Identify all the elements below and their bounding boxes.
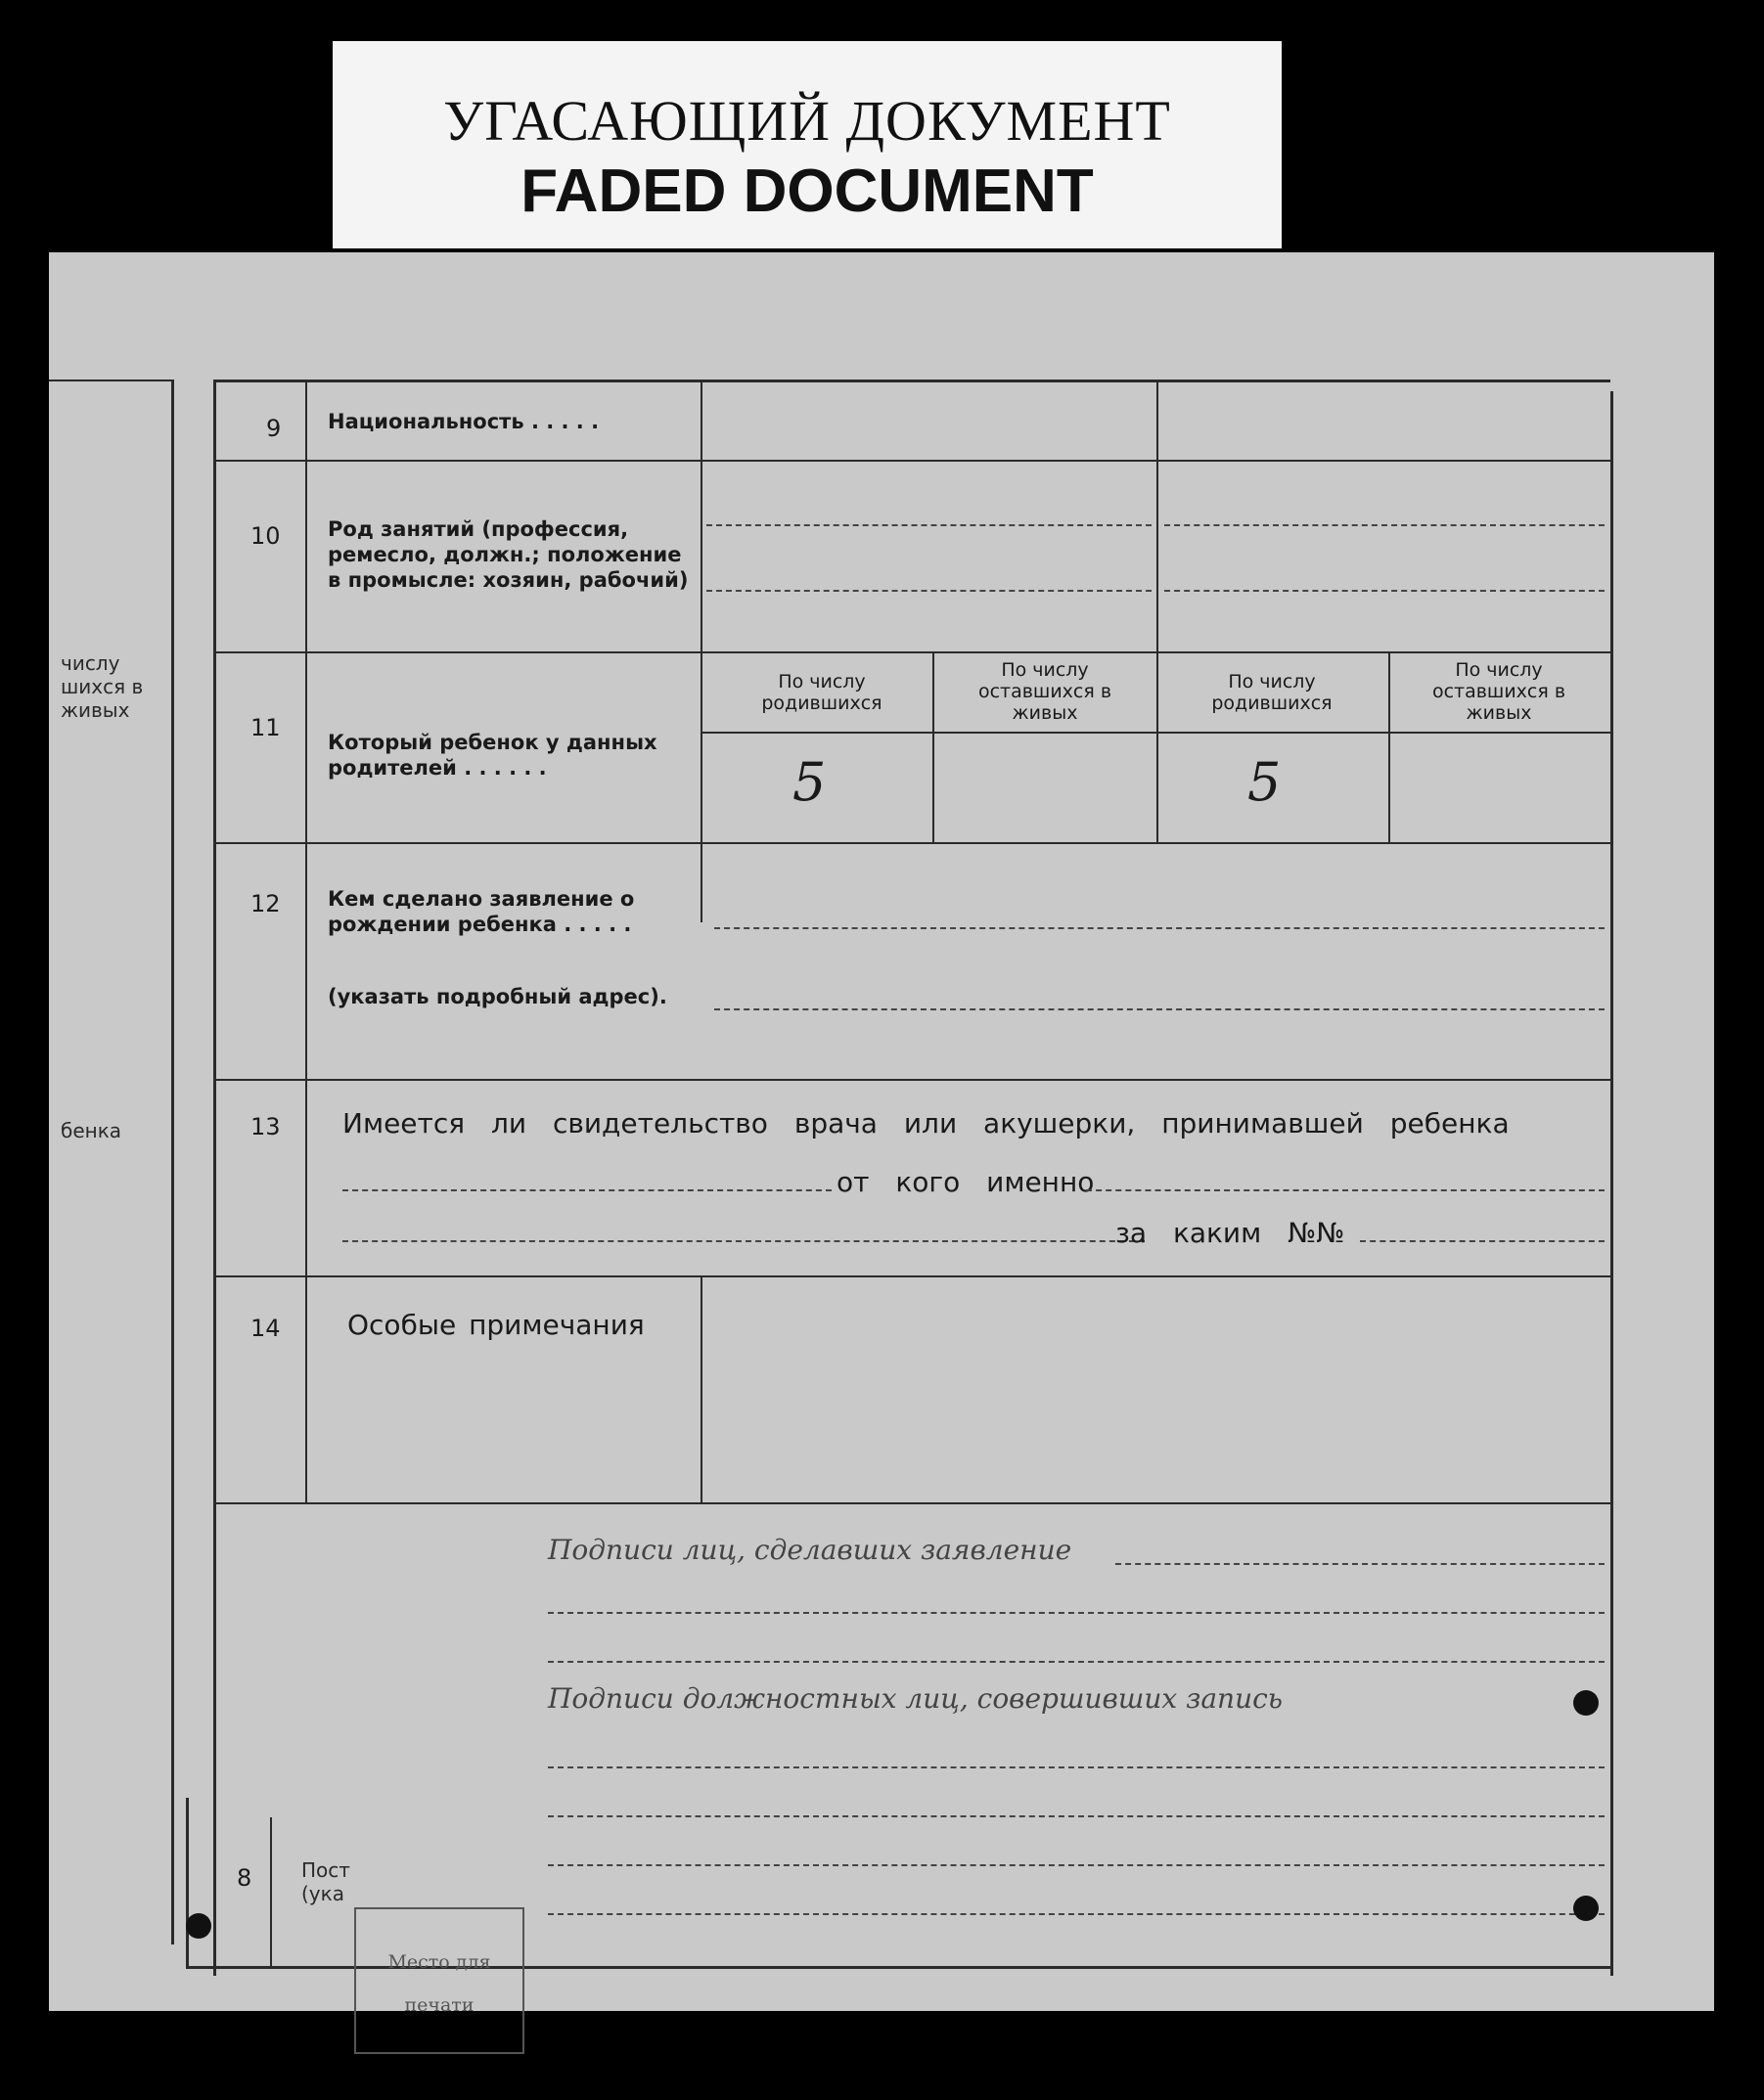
row-10-label: Род занятий (профессия, ремесло, должн.; положение в промысле: хозяин, рабочий): [328, 517, 689, 592]
row-14-number: 14: [250, 1315, 281, 1342]
row-sep-14: [213, 1502, 1610, 1504]
bottom-row-left: [186, 1798, 189, 1968]
faded-document-banner: [333, 41, 1282, 248]
stamp-label-2: печати: [404, 1994, 475, 2016]
left-fragment-3: живых: [61, 698, 130, 722]
row-13-line-4: [1360, 1240, 1605, 1242]
mid-col-divider: [1156, 380, 1158, 842]
row-11-value-3: 5: [1247, 751, 1282, 813]
row-12-address-hint: (указать подробный адрес).: [328, 985, 667, 1008]
left-strip-line: [49, 380, 171, 381]
row-11-header-3: По числу родившихся: [1211, 671, 1333, 714]
banner-title-en: FADED DOCUMENT: [520, 157, 1094, 225]
row-9-label: Национальность . . . . .: [328, 410, 600, 433]
frame-right: [1610, 391, 1613, 1976]
left-fragment-2: шихся в: [61, 675, 144, 698]
signature-line-6: [548, 1864, 1605, 1866]
punch-hole-right-middle: [1573, 1690, 1599, 1716]
document-page: [49, 252, 1714, 2016]
label-col-divider-14: [701, 1275, 702, 1502]
bottom-row-number: 8: [237, 1864, 252, 1892]
row-13-which-number: за каким №№: [1115, 1217, 1345, 1249]
punch-hole-right-bottom: [1573, 1896, 1599, 1921]
row-11-header-line: [702, 732, 1610, 734]
row-13-line-1: [342, 1189, 832, 1191]
left-fragment-1: числу: [61, 651, 120, 675]
left-strip-border: [171, 380, 174, 1944]
row-10-line-4: [1164, 590, 1605, 592]
row-13-from-whom: от кого именно: [837, 1166, 1095, 1198]
row-12-line-2: [714, 1008, 1605, 1010]
row-10-line-1: [706, 524, 1152, 526]
row-12-line-1: [714, 927, 1605, 929]
row-sep-12: [213, 1079, 1610, 1081]
num-col-divider: [305, 380, 307, 1502]
row-11-sub-divider-2: [1388, 651, 1390, 842]
signature-line-2: [548, 1612, 1605, 1614]
row-sep-11: [213, 842, 1610, 844]
stamp-place-box: [354, 1907, 524, 2054]
row-10-line-2: [706, 590, 1152, 592]
row-13-number: 13: [250, 1113, 281, 1140]
row-10-line-3: [1164, 524, 1605, 526]
signature-applicants-label: Подписи лиц, сделавших заявление: [548, 1534, 1072, 1566]
frame-top: [213, 380, 1610, 382]
row-sep-13: [213, 1275, 1610, 1277]
row-11-value-1: 5: [792, 751, 827, 813]
row-9-number: 9: [266, 415, 282, 442]
row-11-label: Который ребенок у данных родителей . . . . . .: [328, 731, 657, 780]
signature-line-5: [548, 1815, 1605, 1817]
signature-line-1: [1115, 1563, 1605, 1565]
row-13-question: Имеется ли свидетельство врача или акушерки, принимавшей ребенка: [342, 1107, 1510, 1139]
punch-hole-left: [186, 1913, 211, 1939]
row-13-line-3: [342, 1240, 1145, 1242]
row-14-label: Особые примечания: [347, 1309, 645, 1341]
row-sep-9: [213, 460, 1610, 462]
row-11-header-2: По числу оставшихся в живых: [977, 659, 1112, 724]
row-sep-10: [213, 651, 1610, 653]
row-12-label: Кем сделано заявление о рождении ребенка . . . . .: [328, 887, 635, 936]
frame-left: [213, 380, 216, 1976]
bottom-row-label-2: (ука: [301, 1882, 344, 1905]
signature-officials-label: Подписи должностных лиц, совершивших запись: [548, 1682, 1284, 1715]
signature-line-4: [548, 1766, 1605, 1768]
row-12-number: 12: [250, 890, 281, 917]
row-11-number: 11: [250, 714, 281, 741]
row-11-header-4: По числу оставшихся в живых: [1431, 659, 1566, 724]
stamp-label-1: Место для: [387, 1951, 491, 1973]
row-11-sub-divider-1: [932, 651, 934, 842]
row-10-number: 10: [250, 522, 281, 550]
banner-title-ru: УГАСАЮЩИЙ ДОКУМЕНТ: [443, 89, 1171, 153]
bottom-row-label-1: Пост: [301, 1858, 350, 1882]
signature-line-3: [548, 1661, 1605, 1663]
row-13-line-2: [1086, 1189, 1605, 1191]
left-fragment-4: бенка: [61, 1119, 122, 1142]
bottom-row-divider: [270, 1817, 272, 1966]
signature-line-7: [548, 1913, 1605, 1915]
row-11-header-1: По числу родившихся: [761, 671, 882, 714]
